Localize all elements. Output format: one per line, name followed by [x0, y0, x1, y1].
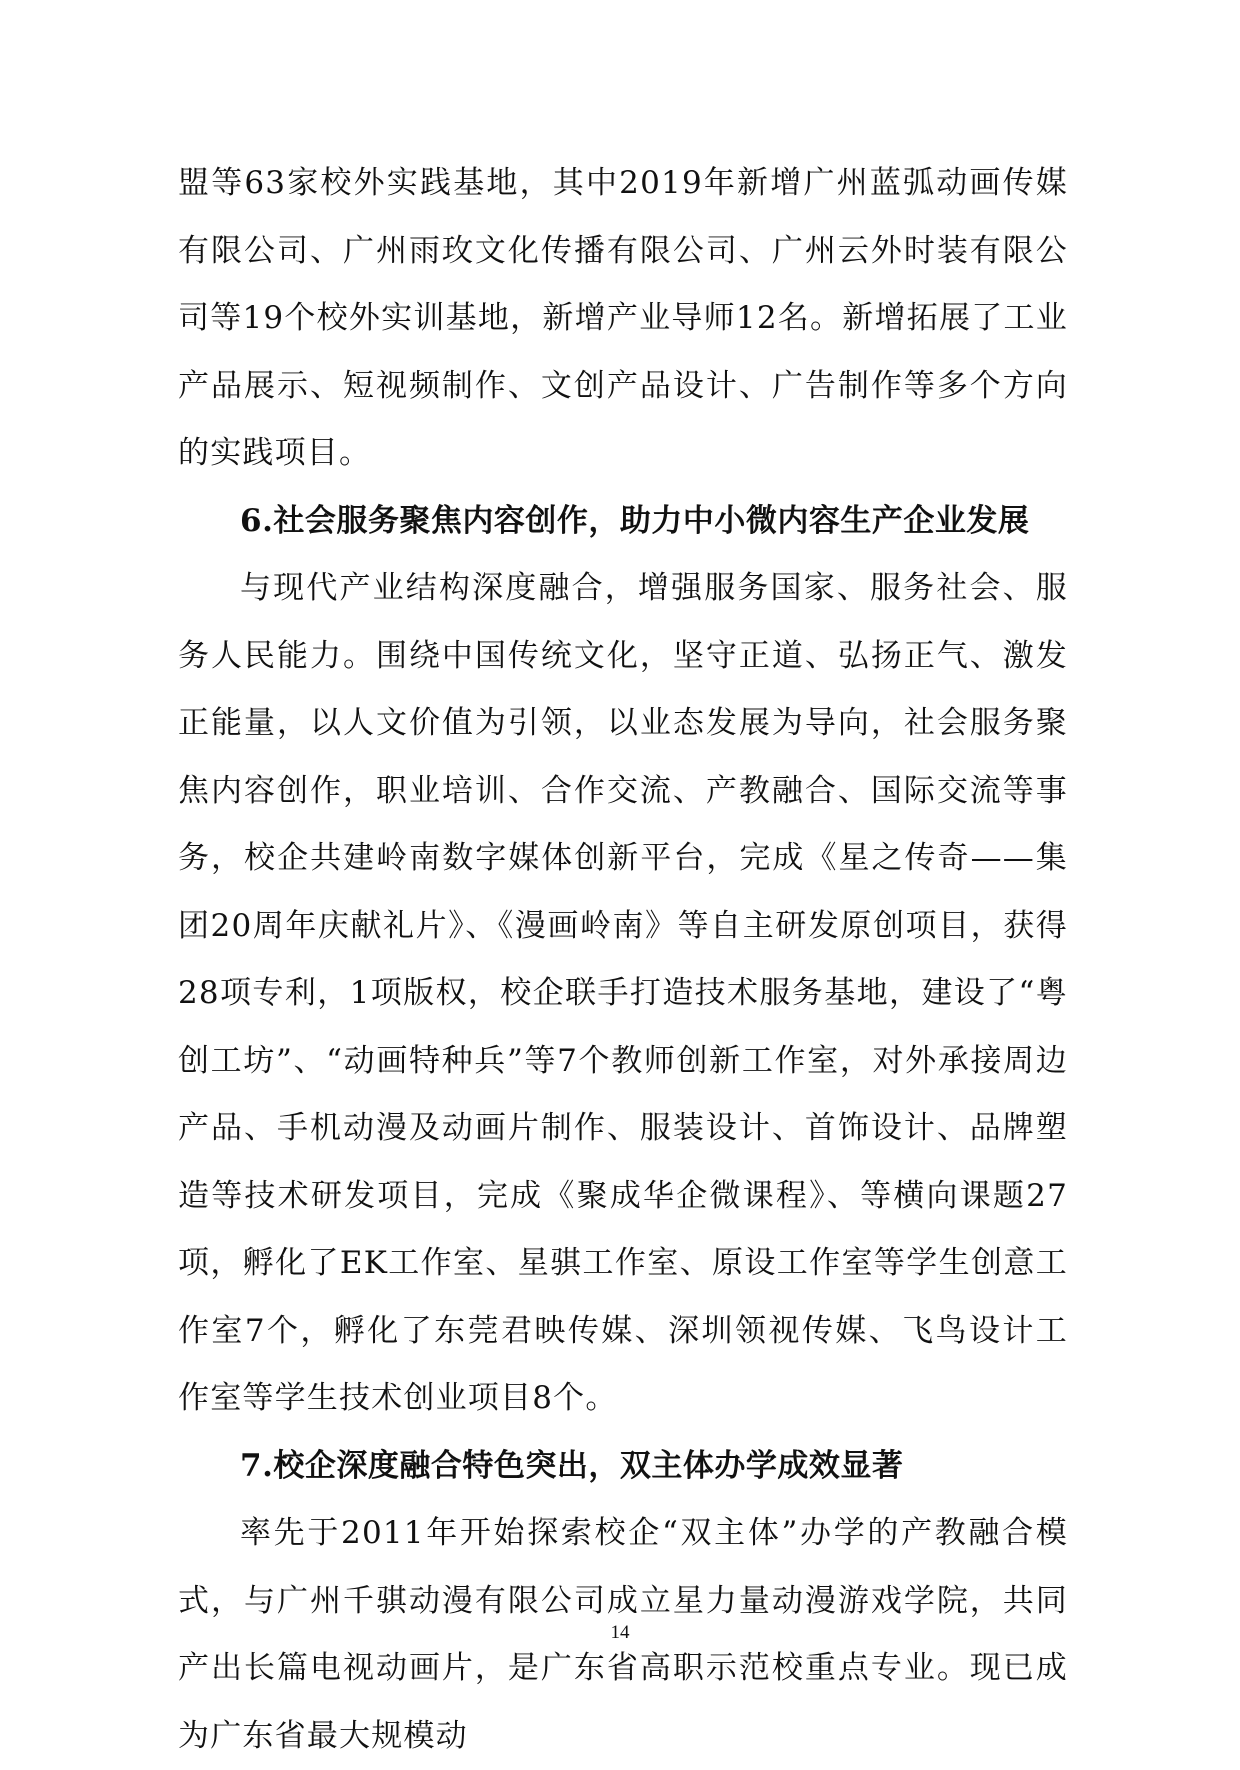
paragraph-dual-entity: 率先于2011年开始探索校企“双主体”办学的产教融合模式，与广州千骐动漫有限公司成立星力量动漫游戏学院，共同产出长篇电视动画片，是广东省高职示范校重点专业。现已成为广东省最大规模动: [178, 1515, 1068, 1754]
section-heading-7: 7.校企深度融合特色突出，双主体办学成效显著: [240, 1447, 904, 1484]
page-number: 14: [610, 1622, 630, 1643]
page-body: [178, 150, 1068, 1770]
section-heading-6: 6.社会服务聚焦内容创作，助力中小微内容生产企业发展: [240, 502, 1030, 539]
paragraph-practice-bases: 盟等63家校外实践基地，其中2019年新增广州蓝弧动画传媒有限公司、广州雨玫文化传播有限公司、广州云外时装有限公司等19个校外实训基地，新增产业导师12名。新增拓展了工业产品展示、短视频制作、文创产品设计、广告制作等多个方向的实践项目。: [178, 165, 1068, 471]
paragraph-social-service: 与现代产业结构深度融合，增强服务国家、服务社会、服务人民能力。围绕中国传统文化，坚守正道、弘扬正气、激发正能量，以人文价值为引领，以业态发展为导向，社会服务聚焦内容创作，职业培训、合作交流、产教融合、国际交流等事务，校企共建岭南数字媒体创新平台，完成《星之传奇——集团20周年庆献礼片》、《漫画岭南》等自主研发原创项目，获得28项专利，1项版权，校企联手打造技术服务基地，建设了“粤创工坊”、“动画特种兵”等7个教师创新工作室，对外承接周边产品、手机动漫及动画片制作、服装设计、首饰设计、品牌塑造等技术研发项目，完成《聚成华企微课程》、等横向课题27项，孵化了EK工作室、星骐工作室、原设工作室等学生创意工作室7个，孵化了东莞君映传媒、深圳领视传媒、飞鸟设计工作室等学生技术创业项目8个。: [178, 570, 1068, 1416]
